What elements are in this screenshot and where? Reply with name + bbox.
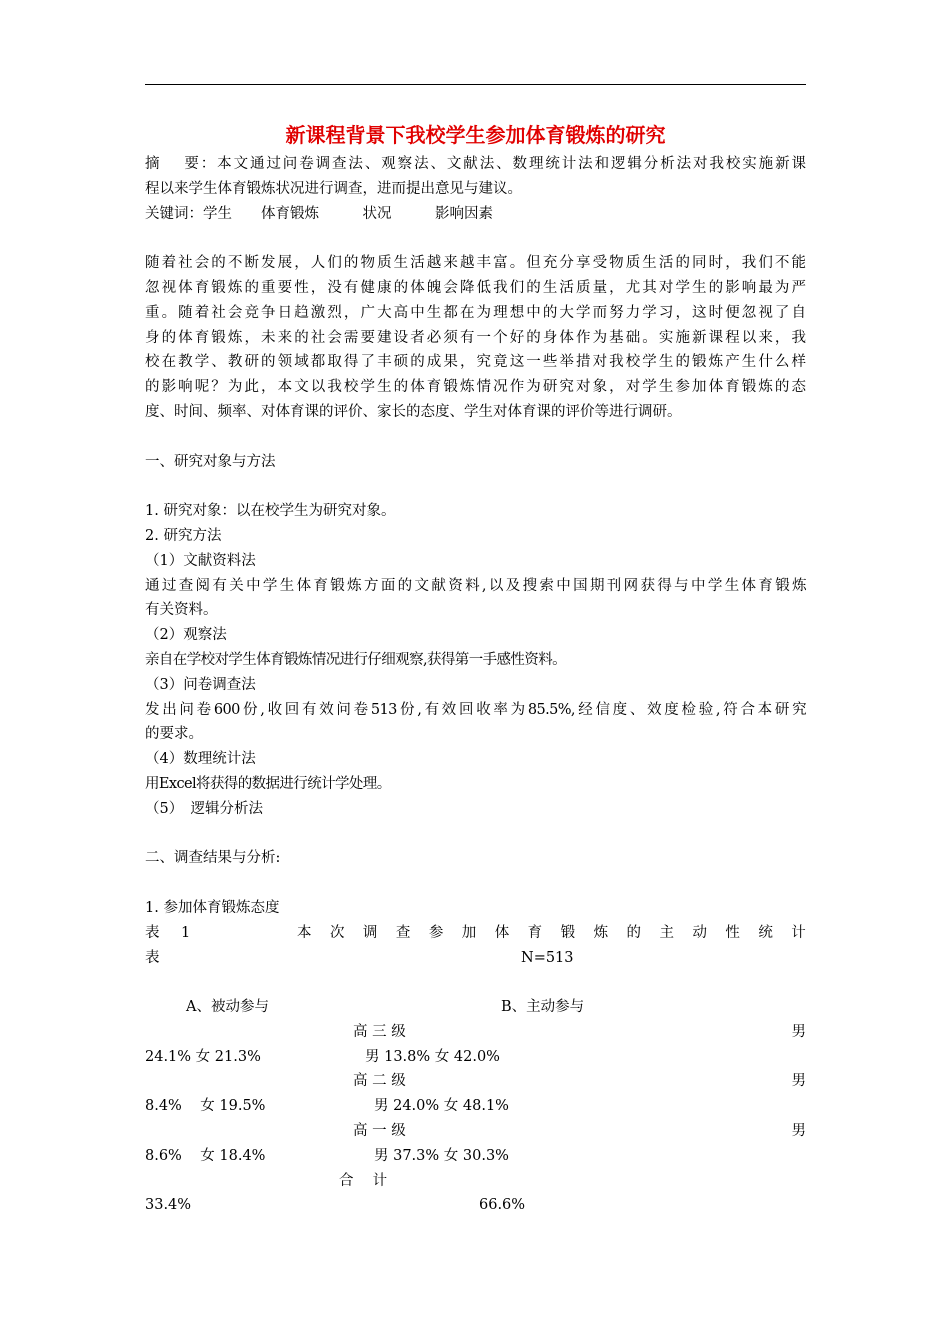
caption-char: 的 xyxy=(626,924,642,941)
method-4-title: （4）数理统计法 xyxy=(145,751,256,768)
caption-char: 动 xyxy=(692,924,707,941)
table-row-grade-1-values xyxy=(145,1144,806,1169)
caption-char: 主 xyxy=(659,924,674,941)
document-body xyxy=(145,118,806,1218)
caption-char: 性 xyxy=(725,924,740,941)
table-row-grade-3-values xyxy=(145,1045,806,1070)
method-2-text: 亲自在学校对学生体育锻炼情况进行仔细观察,获得第一手感性资料。 xyxy=(145,651,567,668)
keywords-line: 关键词：学生 体育锻炼 状况 影响因素 xyxy=(145,205,493,222)
caption-char: 育 xyxy=(527,924,543,941)
caption-char: 统 xyxy=(758,924,773,941)
caption-char: 体 xyxy=(494,924,510,941)
intro-line-3: 重。随着社会竞争日趋激烈，广大高中生都在为理想中的大学而努力学习，这时便忽视了自 xyxy=(145,304,806,321)
method-1-title: （1）文献资料法 xyxy=(145,552,256,569)
caption-char: 计 xyxy=(791,924,806,941)
method-4-text: 用Excel将获得的数据进行统计学处理。 xyxy=(145,775,391,792)
total-active-value: 66.6% xyxy=(479,1197,526,1214)
male-label: 男 xyxy=(791,1073,806,1090)
caption-char: 锻 xyxy=(560,924,576,941)
intro-line-7: 度、时间、频率、对体育课的评价、家长的态度、学生对体育课的评价等进行调研。 xyxy=(145,403,682,420)
method-5-title: （5） 逻辑分析法 xyxy=(145,800,263,817)
table-row-grade-1 xyxy=(145,1119,806,1144)
column-a-header: A、被动参与 xyxy=(186,999,269,1016)
caption-char: 1 xyxy=(181,924,191,941)
grade-label: 高 二 级 xyxy=(353,1073,406,1090)
method-1-line-1: 通过查阅有关中学生体育锻炼方面的文献资料,以及搜索中国期刊网获得与中学生体育锻炼 xyxy=(145,577,806,594)
method-3-line-2: 的要求。 xyxy=(145,726,203,743)
method-1-line-2: 有关资料。 xyxy=(145,602,218,619)
passive-values: 8.4% 女 19.5% xyxy=(145,1098,266,1115)
grade-label: 高 一 级 xyxy=(353,1123,406,1140)
abstract-line-2: 程以来学生体育锻炼状况进行调查，进而提出意见与建议。 xyxy=(145,180,522,197)
method-2-title: （2）观察法 xyxy=(145,627,227,644)
research-method-item: 2. 研究方法 xyxy=(145,527,222,544)
intro-line-1: 随着社会的不断发展，人们的物质生活越来越丰富。但充分享受物质生活的同时，我们不能 xyxy=(145,255,806,272)
caption-char: 查 xyxy=(395,924,411,941)
abstract-line-1: 摘 要：本文通过问卷调查法、观察法、文献法、数理统计法和逻辑分析法对我校实施新课 xyxy=(145,156,806,172)
table-row-grade-3 xyxy=(145,1020,806,1045)
caption-char: 表 xyxy=(145,924,160,941)
caption-spaced-text xyxy=(297,921,806,946)
total-passive-value: 33.4% xyxy=(145,1197,192,1214)
table-caption-line-1 xyxy=(145,921,806,946)
male-label: 男 xyxy=(791,1123,806,1140)
intro-line-5: 校在教学、教研的领域都取得了丰硕的成果，究竟这一些举措对我校学生的锻炼产生什么样 xyxy=(145,354,806,371)
document-title: 新课程背景下我校学生参加体育锻炼的研究 xyxy=(285,123,666,147)
method-3-title: （3）问卷调查法 xyxy=(145,676,256,693)
section2-heading: 二、调查结果与分析: xyxy=(145,850,281,867)
caption-char: 加 xyxy=(461,924,477,941)
male-label: 男 xyxy=(791,1023,806,1040)
column-b-header: B、主动参与 xyxy=(501,999,585,1016)
header-rule xyxy=(145,84,806,85)
section1-heading: 一、研究对象与方法 xyxy=(145,453,276,470)
total-label: 合 计 xyxy=(339,1172,388,1189)
table-total-row xyxy=(145,1169,806,1194)
attitude-item: 1. 参加体育锻炼态度 xyxy=(145,899,280,916)
passive-values: 8.6% 女 18.4% xyxy=(145,1147,266,1164)
active-values: 男 13.8% 女 42.0% xyxy=(365,1048,500,1065)
intro-line-2: 忽视体育锻炼的重要性，没有健康的体魄会降低我们的生活质量，尤其对学生的影响最为严 xyxy=(145,279,806,296)
intro-line-6: 的影响呢？为此，本文以我校学生的体育锻炼情况作为研究对象，对学生参加体育锻炼的态 xyxy=(145,379,806,396)
research-subject-item: 1. 研究对象：以在校学生为研究对象。 xyxy=(145,503,396,520)
table-header-row xyxy=(145,995,806,1020)
caption-char: 调 xyxy=(362,924,378,941)
sample-size-label: N=513 xyxy=(521,949,574,966)
table-row-grade-2 xyxy=(145,1069,806,1094)
grade-label: 高 三 级 xyxy=(353,1023,406,1040)
active-values: 男 37.3% 女 30.3% xyxy=(374,1147,509,1164)
method-3-line-1: 发出问卷600份,收回有效问卷513份,有效回收率为85.5%,经信度、效度检验,符合本研究 xyxy=(145,701,806,718)
intro-line-4: 身的体育锻炼，未来的社会需要建设者必须有一个好的身体作为基础。实施新课程以来，我 xyxy=(145,329,806,346)
caption-char: 次 xyxy=(329,924,345,941)
passive-values: 24.1% 女 21.3% xyxy=(145,1048,261,1065)
table-total-values xyxy=(145,1193,806,1218)
table-row-grade-2-values xyxy=(145,1094,806,1119)
caption-char: 炼 xyxy=(593,924,609,941)
caption-table-word: 表 xyxy=(145,949,160,966)
caption-char: 参 xyxy=(428,924,444,941)
table-caption-line-2 xyxy=(145,946,806,971)
caption-char: 本 xyxy=(297,924,312,941)
active-values: 男 24.0% 女 48.1% xyxy=(374,1098,509,1115)
